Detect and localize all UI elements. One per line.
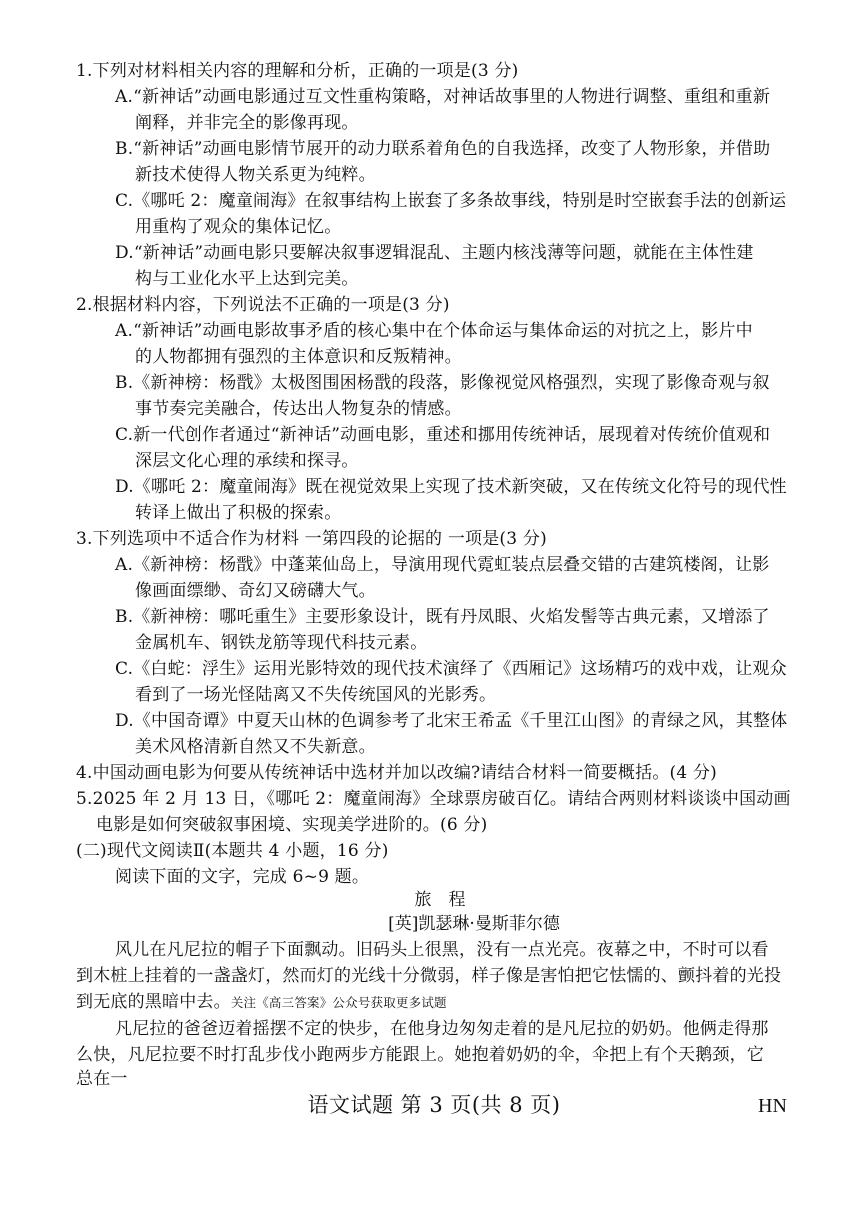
watermark-text: 关注《高三答案》公众号获取更多试题 (230, 995, 447, 1010)
q3-stem: 3.下列选项中不适合作为材料 一第四段的论据的 一项是(3 分) (76, 529, 547, 549)
q1-option-c-line2: 用重构了观众的集体记忆。 (135, 217, 342, 237)
q2-option-d-line1: D.《哪吒 2：魔童闹海》既在视觉效果上实现了技术新突破，又在传统文化符号的现代性 (115, 477, 787, 497)
q1-option-d-line2: 构与工业化水平上达到完美。 (135, 269, 359, 289)
q5-stem-line2: 电影是如何突破叙事困境、实现美学进阶的。(6 分) (96, 815, 488, 835)
q2-stem: 2.根据材料内容，下列说法不正确的一项是(3 分) (76, 295, 450, 315)
q3-option-a-line1: A.《新神榜：杨戬》中蓬莱仙岛上，导演用现代霓虹装点层叠交错的古建筑楼阁，让影 (115, 555, 770, 575)
q2-option-c-line2: 深层文化心理的承续和探寻。 (135, 451, 359, 471)
region-code: HN (758, 1095, 787, 1117)
story-para1-line3-text: 到无底的黑暗中去。 (76, 992, 231, 1012)
q2-option-c-line1: C.新一代创作者通过“新神话”动画电影，重述和挪用传统神话，展现着对传统价值观和 (115, 425, 771, 445)
q1-option-b-line1: B.“新神话”动画电影情节展开的动力联系着角色的自我选择，改变了人物形象，并借助 (115, 139, 771, 159)
section-instruction: 阅读下面的文字，完成 6~9 题。 (115, 867, 370, 887)
section-heading: (二)现代文阅读Ⅱ(本题共 4 小题，16 分) (76, 841, 389, 861)
story-title: 旅 程 (414, 890, 466, 910)
story-para1-line1: 风儿在凡尼拉的帽子下面飘动。旧码头上很黑，没有一点光亮。夜幕之中，不时可以看 (115, 940, 769, 960)
q2-option-b-line2: 事节奏完美融合，传达出人物复杂的情感。 (135, 399, 462, 419)
q3-option-d-line2: 美术风格清新自然又不失新意。 (135, 737, 376, 757)
q1-option-b-line2: 新技术使得人物关系更为纯粹。 (135, 165, 376, 185)
q3-option-c-line1: C.《白蛇：浮生》运用光影特效的现代技术演绎了《西厢记》这场精巧的戏中戏，让观众 (115, 659, 787, 679)
q1-option-a-line1: A.“新神话”动画电影通过互文性重构策略，对神话故事里的人物进行调整、重组和重新 (115, 87, 771, 107)
q2-option-a-line1: A.“新神话”动画电影故事矛盾的核心集中在个体命运与集体命运的对抗之上，影片中 (115, 321, 753, 341)
page-footer: 语文试题 第 3 页(共 8 页) (307, 1093, 561, 1117)
story-author: [英]凯瑟琳·曼斯菲尔德 (388, 914, 560, 934)
story-para1-line3 (76, 991, 447, 1014)
q4-stem: 4.中国动画电影为何要从传统神话中选材并加以改编?请结合材料一简要概括。(4 分) (76, 763, 718, 783)
q1-option-d-line1: D.“新神话”动画电影只要解决叙事逻辑混乱、主题内核浅薄等问题，就能在主体性建 (115, 243, 754, 263)
q1-stem: 1.下列对材料相关内容的理解和分析，正确的一项是(3 分) (76, 61, 519, 81)
story-para2-line2: 么快，凡尼拉要不时打乱步伐小跑两步方能跟上。她抱着奶奶的伞，伞把上有个天鹅颈，它 (76, 1045, 764, 1065)
q2-option-b-line1: B.《新神榜：杨戬》太极图围困杨戬的段落，影像视觉风格强烈，实现了影像奇观与叙 (115, 373, 770, 393)
q3-option-b-line1: B.《新神榜：哪吒重生》主要形象设计，既有丹凤眼、火焰发髻等古典元素，又增添了 (115, 607, 770, 627)
q3-option-a-line2: 像画面缥缈、奇幻又磅礴大气。 (135, 581, 376, 601)
q2-option-a-line2: 的人物都拥有强烈的主体意识和反叛精神。 (135, 347, 462, 367)
q1-option-c-line1: C.《哪吒 2：魔童闹海》在叙事结构上嵌套了多条故事线，特别是时空嵌套手法的创新运 (115, 191, 787, 211)
story-para2-line1: 凡尼拉的爸爸迈着摇摆不定的快步，在他身边匆匆走着的是凡尼拉的奶奶。他俩走得那 (115, 1019, 769, 1039)
q3-option-b-line2: 金属机车、钢铁龙筋等现代科技元素。 (135, 633, 428, 653)
q3-option-c-line2: 看到了一场光怪陆离又不失传统国风的光影秀。 (135, 685, 497, 705)
q2-option-d-line2: 转译上做出了积极的探索。 (135, 503, 342, 523)
story-para2-line3: 总在一 (76, 1069, 128, 1089)
story-para1-line2: 到木桩上挂着的一盏盏灯，然而灯的光线十分微弱，样子像是害怕把它怯懦的、颤抖着的光投 (76, 966, 782, 986)
q1-option-a-line2: 阐释，并非完全的影像再现。 (135, 113, 359, 133)
q5-stem-line1: 5.2025 年 2 月 13 日，《哪吒 2：魔童闹海》全球票房破百亿。请结合两则材料谈谈中国动画 (76, 789, 791, 809)
q3-option-d-line1: D.《中国奇谭》中夏天山林的色调参考了北宋王希孟《千里江山图》的青绿之风，其整体 (115, 711, 788, 731)
